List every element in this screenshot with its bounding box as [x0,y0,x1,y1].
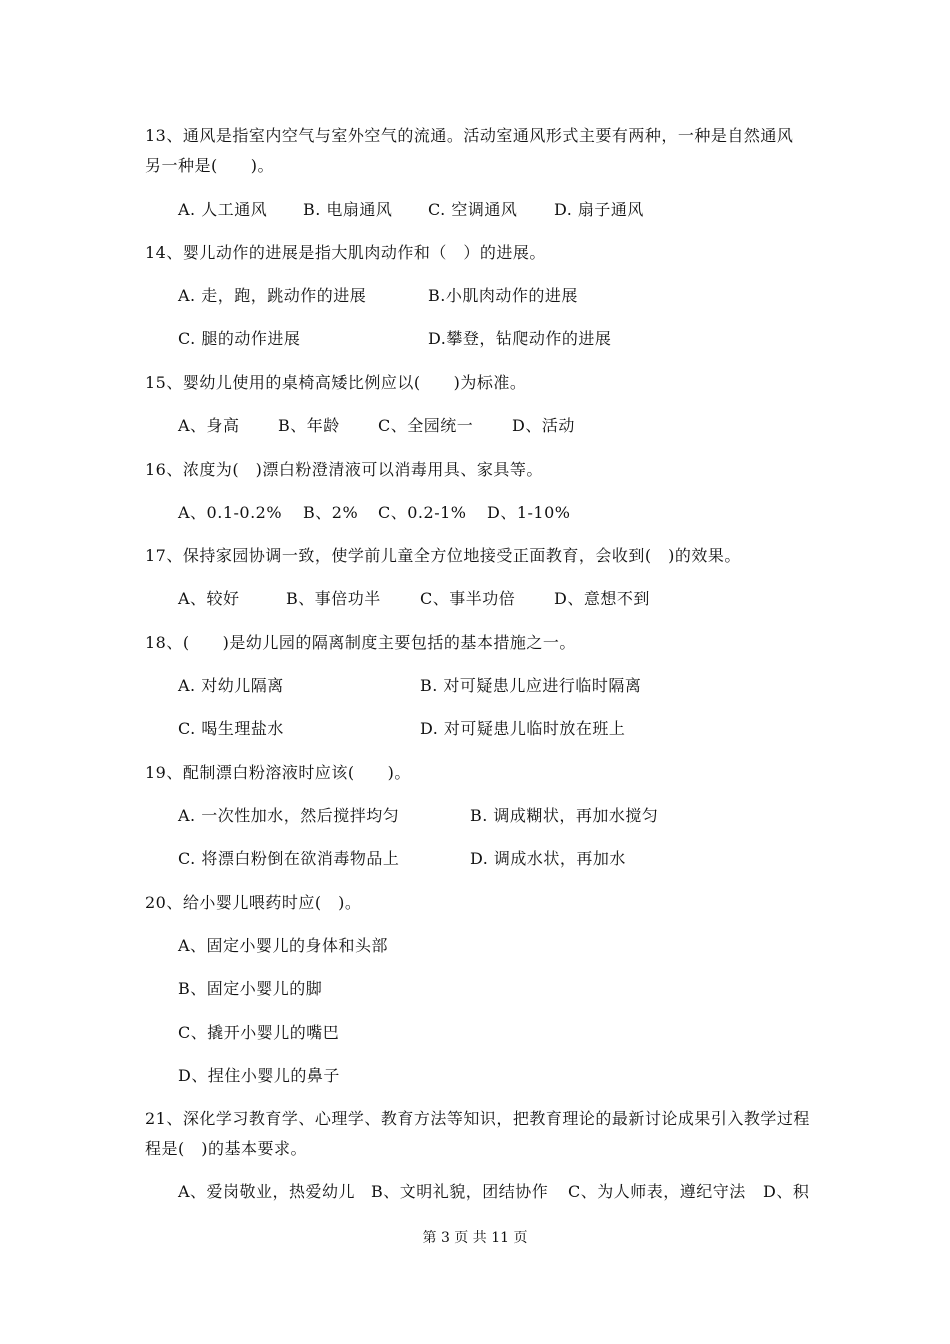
question-15: 15、婴幼儿使用的桌椅高矮比例应以( )为标准。 [145,373,527,392]
q20-option-a: A、固定小婴儿的身体和头部 [178,936,389,955]
q14-option-b: B.小肌肉动作的进展 [428,286,578,305]
q16-option-a: A、0.1-0.2% [178,503,283,522]
question-13-line-1: 13、通风是指室内空气与室外空气的流通。活动室通风形式主要有两种，一种是自然通风 [145,126,794,145]
q19-option-b: B. 调成糊状，再加水搅匀 [470,806,659,825]
q13-option-c: C. 空调通风 [428,200,518,219]
q17-option-c: C、事半功倍 [420,589,516,608]
q21-option-b: B、文明礼貌，团结协作 [371,1182,549,1201]
q19-option-c: C. 将漂白粉倒在欲消毒物品上 [178,849,400,868]
question-18: 18、( )是幼儿园的隔离制度主要包括的基本措施之一。 [145,633,576,652]
question-17: 17、保持家园协调一致，使学前儿童全方位地接受正面教育，会收到( )的效果。 [145,546,741,565]
q13-option-a: A. 人工通风 [178,200,268,219]
q18-option-c: C. 喝生理盐水 [178,719,284,738]
q14-option-a: A. 走，跑，跳动作的进展 [178,286,367,305]
q21-option-a: A、爱岗敬业，热爱幼儿 [178,1182,356,1201]
question-20: 20、给小婴儿喂药时应( )。 [145,893,362,912]
q16-option-c: C、0.2-1% [378,503,467,522]
q13-option-b: B. 电扇通风 [303,200,393,219]
q14-option-d: D.攀登，钻爬动作的进展 [428,329,612,348]
q15-option-a: A、身高 [178,416,240,435]
question-16: 16、浓度为( )漂白粉澄清液可以消毒用具、家具等。 [145,460,543,479]
q17-option-b: B、事倍功半 [286,589,381,608]
q13-option-d: D. 扇子通风 [554,200,644,219]
q15-option-d: D、活动 [512,416,575,435]
page-footer: 第 3 页 共 11 页 [422,1230,528,1246]
q20-option-c: C、撬开小婴儿的嘴巴 [178,1023,340,1042]
q21-option-c: C、为人师表，遵纪守法 [568,1182,746,1201]
q16-option-d: D、1-10% [487,503,571,522]
question-14: 14、婴儿动作的进展是指大肌肉动作和（ ）的进展。 [145,243,546,262]
q15-option-c: C、全园统一 [378,416,474,435]
q17-option-d: D、意想不到 [554,589,650,608]
q18-option-b: B. 对可疑患儿应进行临时隔离 [420,676,642,695]
q16-option-b: B、2% [303,503,359,522]
question-21-line-2: 程是( )的基本要求。 [145,1139,307,1158]
q20-option-d: D、捏住小婴儿的鼻子 [178,1066,340,1085]
q15-option-b: B、年龄 [278,416,340,435]
q18-option-d: D. 对可疑患儿临时放在班上 [420,719,626,738]
question-21-line-1: 21、深化学习教育学、心理学、教育方法等知识，把教育理论的最新讨论成果引入教学过程 [145,1109,810,1128]
q17-option-a: A、较好 [178,589,240,608]
question-19: 19、配制漂白粉溶液时应该( )。 [145,763,411,782]
q19-option-d: D. 调成水状，再加水 [470,849,626,868]
q18-option-a: A. 对幼儿隔离 [178,676,284,695]
q19-option-a: A. 一次性加水，然后搅拌均匀 [178,806,400,825]
question-13-line-2: 另一种是( )。 [145,156,274,175]
q14-option-c: C. 腿的动作进展 [178,329,301,348]
q21-option-d: D、积 [763,1182,810,1201]
q20-option-b: B、固定小婴儿的脚 [178,979,323,998]
